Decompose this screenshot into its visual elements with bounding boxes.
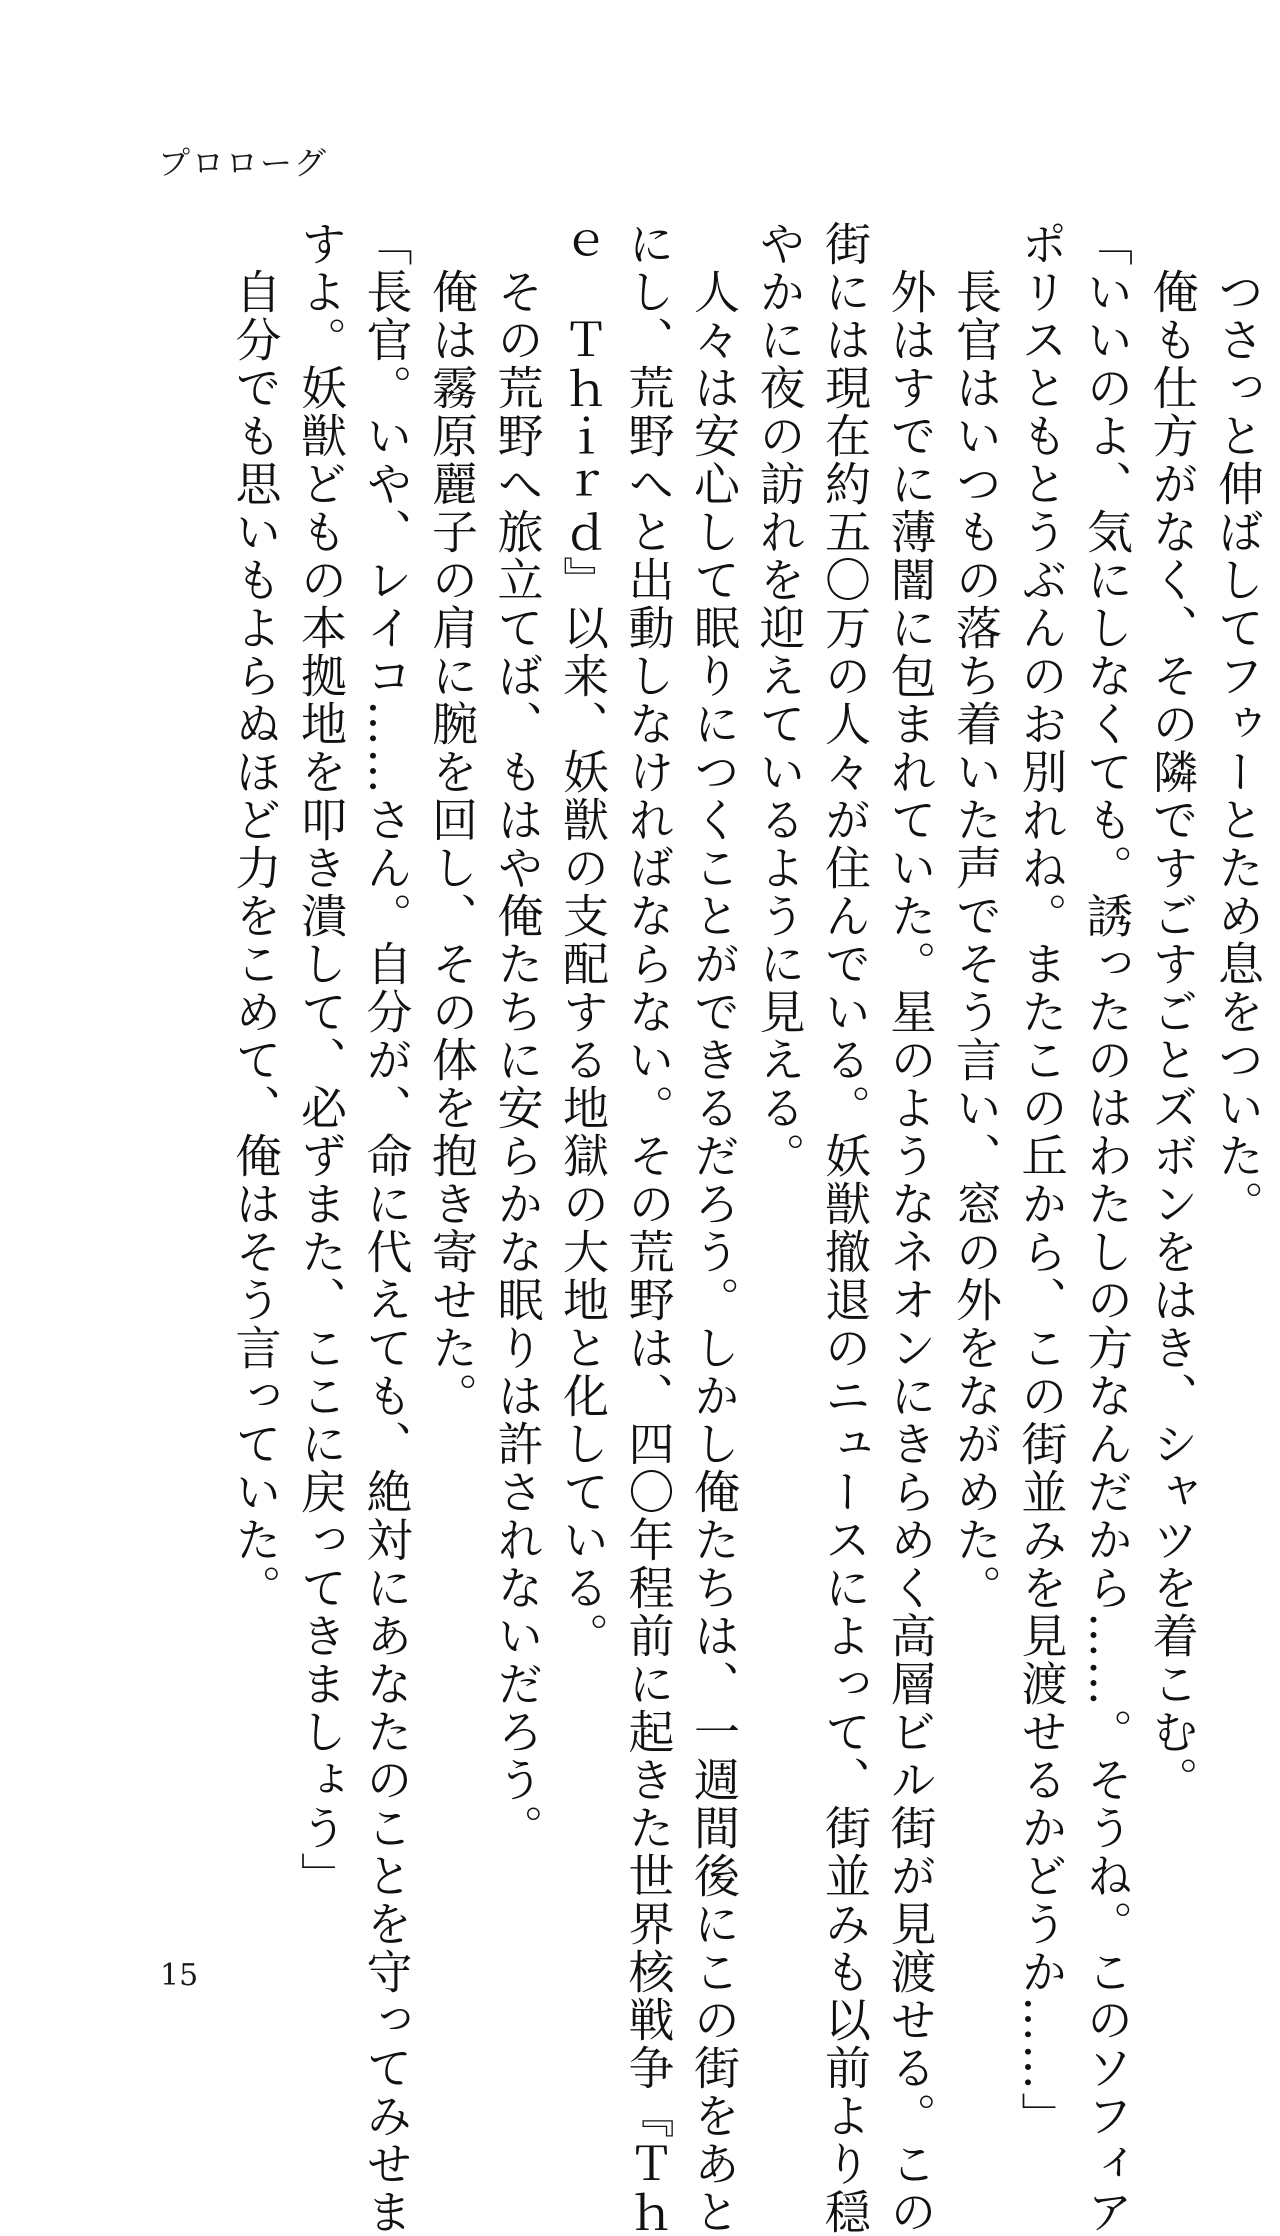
text-line: ｅ Ｔｈｉｒｄ』以来、妖獣の支配する地獄の大地と化している。	[556, 220, 610, 1660]
text-line: 「長官。いや、レイコ……さん。自分が、命に代えても、絶対にあなたのことを守ってみせま	[359, 220, 414, 2236]
text-line: その荒野へ旅立てば、もはや俺たちに安らかな眠りは許されないだろう。	[490, 220, 545, 1852]
text-line: 人々は安心して眠りにつくことができるだろう。しかし俺たちは、一週間後にこの街をあと	[687, 220, 741, 2236]
running-head: プロローグ	[158, 144, 329, 182]
text-line: やかに夜の訪れを迎えているように見える。	[752, 220, 807, 1180]
text-line: つさっと伸ばしてフゥーとため息をついた。	[1211, 220, 1265, 1228]
text-line: 街には現在約五〇万の人々が住んでいる。妖獣撤退のニュースによって、街並みも以前より穏	[818, 220, 872, 2236]
text-line: 自分でも思いもよらぬほど力をこめて、俺はそう言っていた。	[228, 220, 283, 1612]
text-line: 「いいのよ、気にしなくても。誘ったのはわたしの方なんだから……。そうね。このソフィア	[1080, 220, 1134, 2236]
text-line: 長官はいつもの落ち着いた声でそう言い、窓の外をながめた。	[949, 220, 1003, 1612]
page-number: 15	[160, 1958, 199, 1993]
text-line: 俺も仕方がなく、その隣ですごすごとズボンをはき、シャツを着こむ。	[1145, 220, 1200, 1804]
text-line: 俺は霧原麗子の肩に腕を回し、その体を抱き寄せた。	[425, 220, 479, 1420]
text-line: にし、荒野へと出動しなければならない。その荒野は、四〇年程前に起きた世界核戦争『Ｔｈ	[621, 220, 676, 2236]
text-line: すよ。妖獣どもの本拠地を叩き潰して、必ずまた、ここに戻ってきましょう」	[294, 220, 348, 1900]
text-line: 外はすでに薄闇に包まれていた。星のようなネオンにきらめく高層ビル街が見渡せる。この	[883, 220, 938, 2236]
text-line: ポリスともとうぶんのお別れね。またこの丘から、この街並みを見渡せるかどうか……」	[1014, 220, 1069, 2140]
